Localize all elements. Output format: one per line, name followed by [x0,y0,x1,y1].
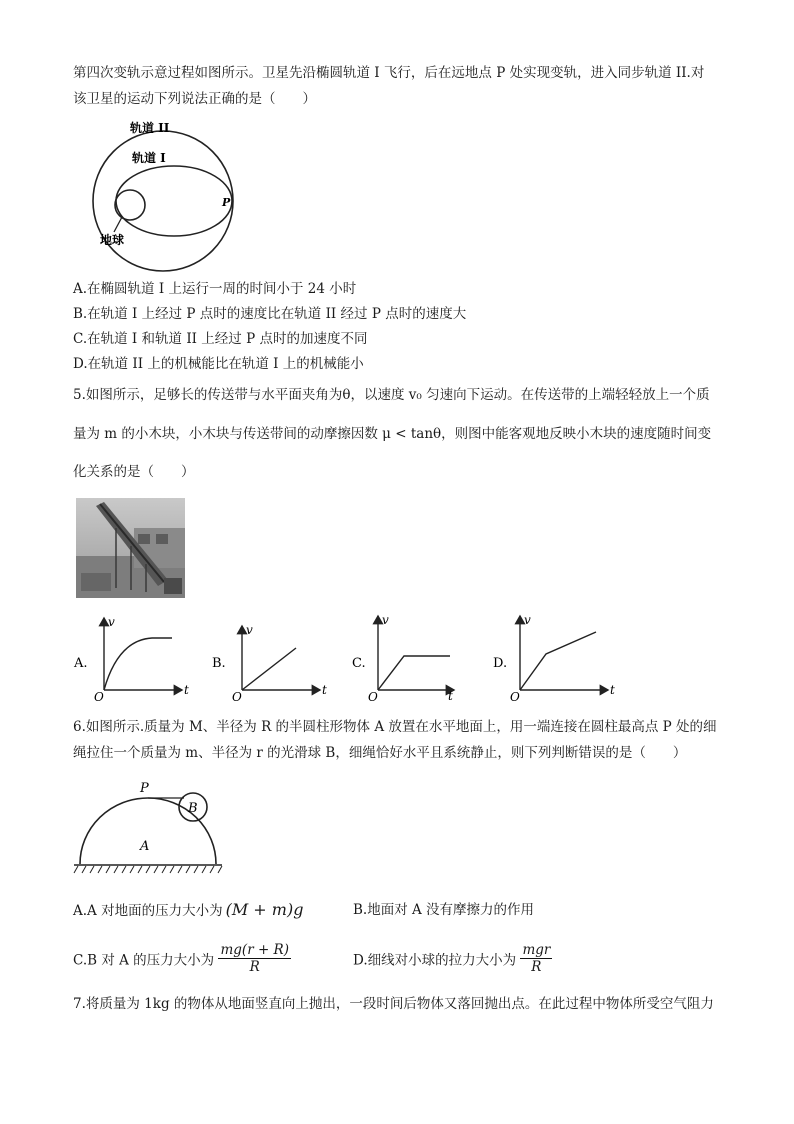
graph-d-line [520,632,596,690]
svg-text:O: O [510,690,520,702]
conveyor-photo [76,498,185,598]
svg-text:t: t [322,683,327,697]
body-a-label: A [140,839,150,854]
ball-b-label: B [188,801,198,816]
point-p-label: P [222,196,231,209]
q6-stem-line1: 6.如图所示.质量为 M、半径为 R 的半圆柱形物体 A 放置在水平地面上，用一端连接在圆柱最高点 P 处的细 [73,719,717,735]
q5-stem-line1: 5.如图所示，足够长的传送带与水平面夹角为θ，以速度 v₀ 匀速向下运动。在传送带的上端轻轻放上一个质 [73,387,710,403]
orbit-i-label: 轨道 I [132,151,166,165]
q6-option-c: C.B 对 A 的压力大小为 $\frac{mg(r + R)}{R}$ [73,942,289,975]
q4-option-b: B.在轨道 I 上经过 P 点时的速度比在轨道 II 经过 P 点时的速度大 [73,306,467,322]
graph-a-curve [104,638,172,690]
q5-stem-line3: 化关系的是（ ） [73,464,195,480]
q6-stem-line2: 绳拉住一个质量为 m、半径为 r 的光滑球 B，细绳恰好水平且系统静止，则下列判断错误的是（ ） [73,745,687,761]
q6-option-d: D.细线对小球的拉力大小为 $\frac{\text{mgr}}{R}$ [353,942,551,975]
q6-option-b: B.地面对 A 没有摩擦力的作用 [353,902,535,918]
svg-text:t: t [448,689,453,702]
svg-text:v: v [108,615,115,629]
q6-option-d-fraction: $\frac{\text{mgr}}{R}$ [522,942,551,975]
svg-text:O: O [232,690,242,702]
orbit-figure [78,116,248,276]
graph-b-line [242,648,296,690]
orbit-ii-label: 轨道 II [130,121,170,135]
earth-label: 地球 [100,233,125,247]
vt-graphs [70,612,720,702]
graph-c [352,613,454,702]
semicylinder-figure [72,778,242,876]
graph-a-label: A. [74,656,88,671]
q6-option-a-formula: (M + m)g [225,900,304,919]
svg-text:O: O [94,690,104,702]
orbit-i-ellipse [116,166,232,236]
earth-circle [115,190,145,220]
q4-stem-line1: 第四次变轨示意过程如图所示。卫星先沿椭圆轨道 I 飞行，后在远地点 P 处实现变轨，进入同步轨道 II.对 [73,65,705,81]
graph-c-label: C. [352,656,366,671]
svg-text:t: t [184,683,189,697]
graph-a [73,615,189,702]
graph-d [493,613,615,702]
q4-option-d: D.在轨道 II 上的机械能比在轨道 I 上的机械能小 [73,356,364,372]
svg-text:t: t [610,683,615,697]
q5-stem-line2: 量为 m 的小木块，小木块与传送带间的动摩擦因数 μ < tanθ，则图中能客观地反映小木块的速度随时间变 [73,426,712,442]
graph-b-label: B. [212,656,226,671]
graph-b [212,623,327,702]
q7-stem-line1: 7.将质量为 1kg 的物体从地面竖直向上抛出，一段时间后物体又落回抛出点。在此过程中物体所受空气阻力 [73,996,714,1012]
point-p-label: P [140,781,149,796]
q4-option-a: A.在椭圆轨道 I 上运行一周的时间小于 24 小时 [73,281,357,297]
svg-text:O: O [368,690,378,702]
q6-option-a: A.A 对地面的压力大小为 (M + m)g [73,900,304,919]
svg-text:v: v [382,613,389,627]
svg-text:v: v [246,623,253,637]
svg-text:v: v [524,613,531,627]
q6-option-c-fraction: $\frac{mg(r + R)}{R}$ [220,942,289,975]
q4-stem-line2: 该卫星的运动下列说法正确的是（ ） [73,91,316,107]
graph-c-line [378,656,450,690]
q4-option-c: C.在轨道 I 和轨道 II 上经过 P 点时的加速度不同 [73,331,368,347]
earth-pointer [114,217,122,232]
graph-d-label: D. [493,656,508,671]
